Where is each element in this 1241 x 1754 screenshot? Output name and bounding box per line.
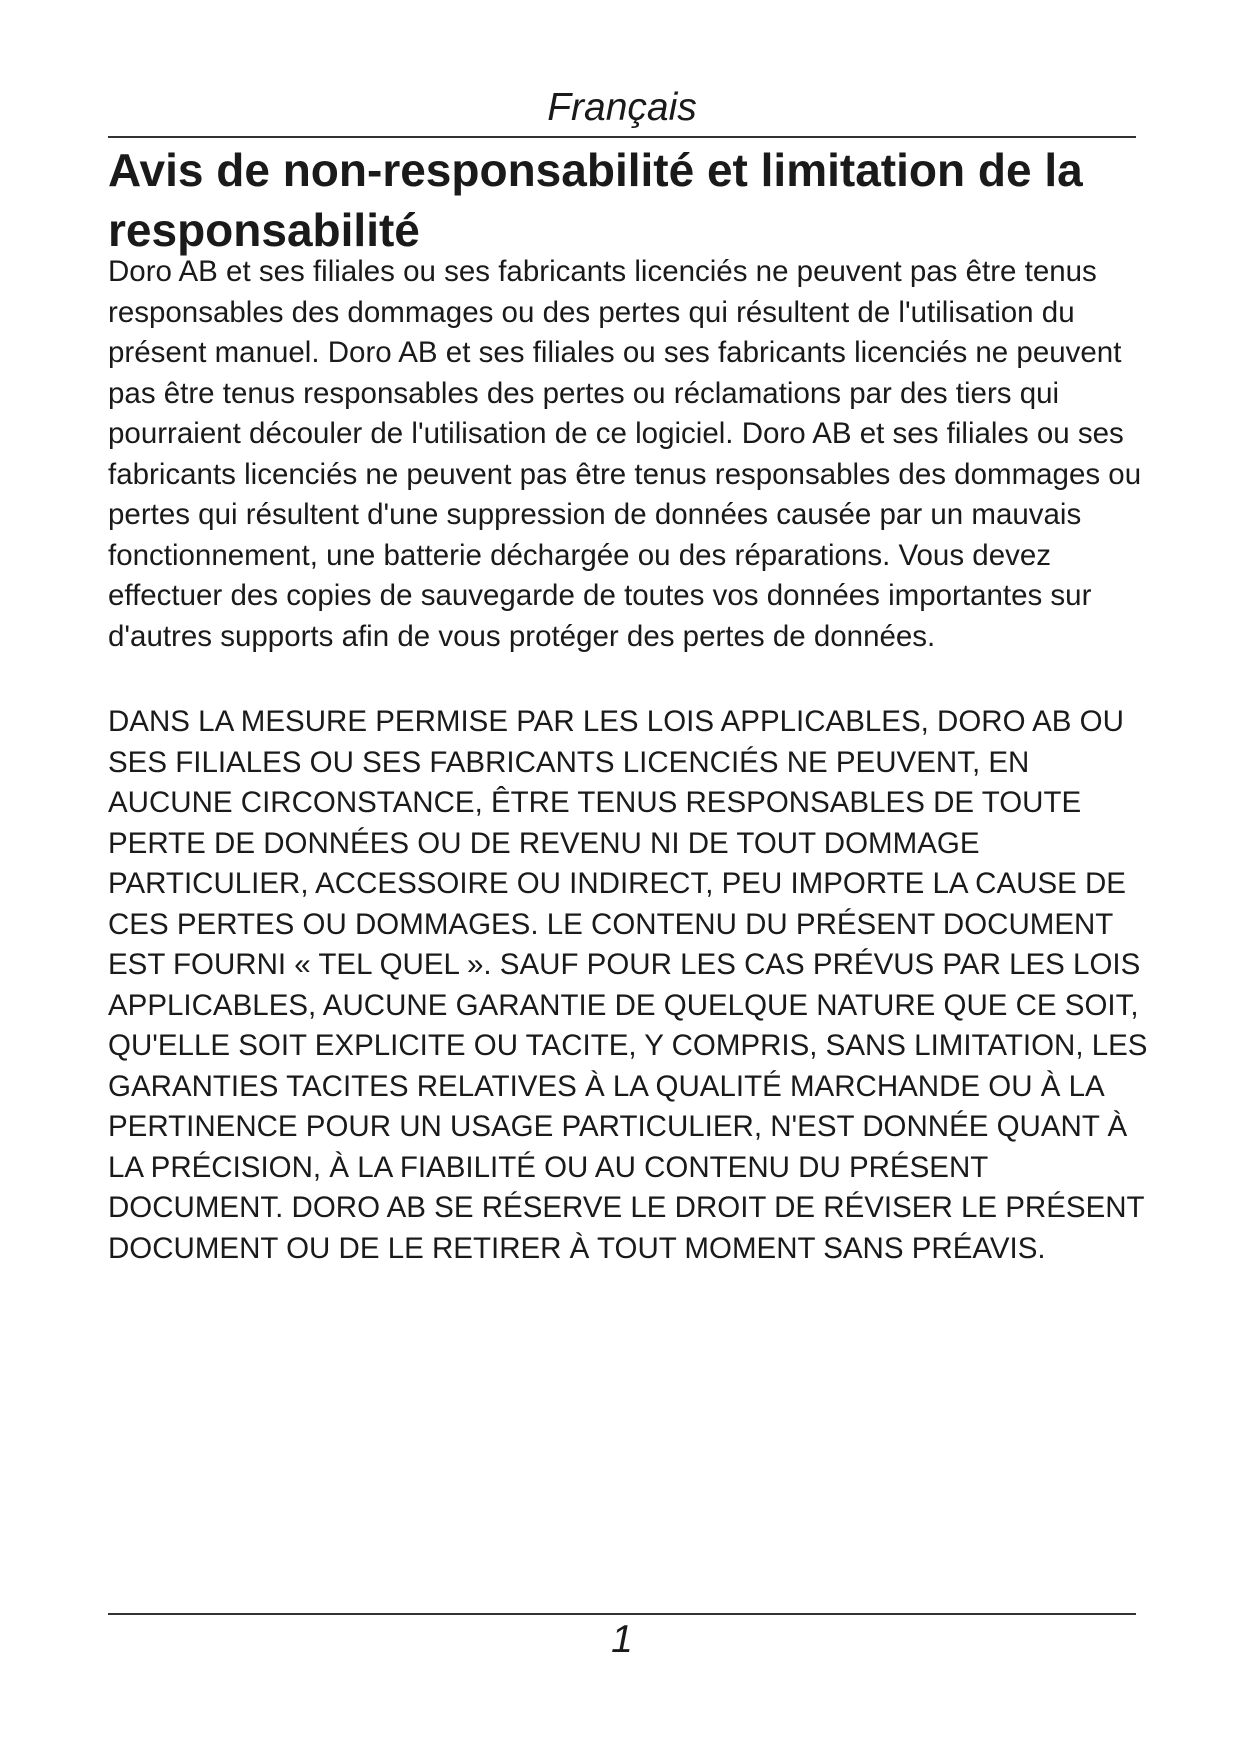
header-divider (108, 136, 1136, 138)
liability-limitation-paragraph: DANS LA MESURE PERMISE PAR LES LOIS APPLICABLES, DORO AB OU SES FILIALES OU SES FABRICANTS LICENCIÉS NE PEUVENT, EN AUCUNE CIRCONSTANCE, ÊTRE TENUS RESPONSABLES DE TOUTE PERTE DE DONNÉES OU DE REVENU NI DE TOUT DOMMAGE PARTICULIER, ACCESSOIRE OU INDIRECT, PEU IMPORTE LA CAUSE DE CES PERTES OU DOMMAGES. LE CONTENU DU PRÉSENT DOCUMENT EST FOURNI « TEL QUEL ». SAUF POUR LES CAS PRÉVUS PAR LES LOIS APPLICABLES, AUCUNE GARANTIE DE QUELQUE NATURE QUE CE SOIT, QU'ELLE SOIT EXPLICITE OU TACITE, Y COMPRIS, SANS LIMITATION, LES GARANTIES TACITES RELATIVES À LA QUALITÉ MARCHANDE OU À LA PERTINENCE POUR UN USAGE PARTICULIER, N'EST DONNÉE QUANT À LA PRÉCISION, À LA FIABILITÉ OU AU CONTENU DU PRÉSENT DOCUMENT. DORO AB SE RÉSERVE LE DROIT DE RÉVISER LE PRÉSENT DOCUMENT OU DE LE RETIRER À TOUT MOMENT SANS PRÉAVIS. (108, 705, 1148, 1265)
page-number: 1 (611, 1618, 633, 1661)
section-title: Avis de non-responsabilité et limitation de la responsabilité (108, 144, 1083, 256)
page-header-language: Français (547, 86, 697, 129)
disclaimer-paragraph: Doro AB et ses filiales ou ses fabricants licenciés ne peuvent pas être tenus responsables des dommages ou des pertes qui résultent de l'utilisation du présent manuel. Doro AB et ses filiales ou ses fabricants licenciés ne peuvent pas être tenus responsables des pertes ou réclamations par des tiers qui pourraient découler de l'utilisation de ce logiciel. Doro AB et ses filiales ou ses fabricants licenciés ne peuvent pas être tenus responsables des dommages ou pertes qui résultent d'une suppression de données causée par un mauvais fonctionnement, une batterie déchargée ou des réparations. Vous devez effectuer des copies de sauvegarde de toutes vos données importantes sur d'autres supports afin de vous protéger des pertes de données. (108, 255, 1142, 653)
